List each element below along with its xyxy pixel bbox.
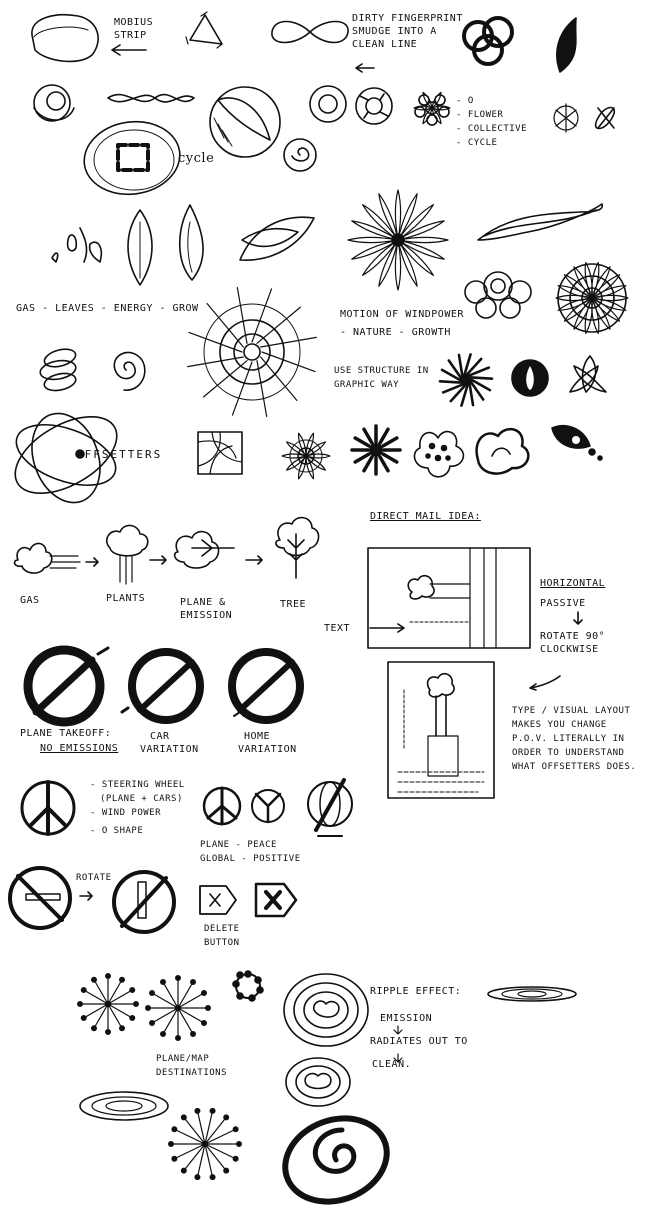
destination-dot: [130, 988, 134, 992]
note-offsetters: OFFSETTERS: [76, 448, 163, 461]
plant-tree-sketch: [107, 525, 148, 584]
dotted-ring-sketch: [233, 971, 263, 1001]
destination-dot: [224, 1115, 228, 1119]
plane-emission-sketch: [175, 532, 234, 568]
wing-leaf-sketch: [240, 217, 314, 260]
destination-dot: [233, 1157, 237, 1161]
note-delete: DELETE BUTTON: [204, 924, 240, 948]
destination-dot: [92, 1026, 96, 1030]
arrow-burst-ray: [364, 429, 372, 443]
destination-dot: [206, 1006, 210, 1010]
destination-dot: [120, 1026, 124, 1030]
no-emission-plane-sign: [28, 648, 108, 722]
spiral-sketch: [114, 352, 145, 390]
windpower-spoke: [257, 361, 267, 417]
arrow-burst-ray: [355, 454, 369, 462]
destination-ray: [205, 1129, 236, 1144]
direct-mail-vertical-frame: [388, 662, 494, 798]
destination-dot: [172, 1127, 176, 1131]
delete-button-outline-sketch: [200, 886, 236, 914]
note-rotate: ROTATE: [76, 873, 112, 883]
destination-dot: [161, 1032, 165, 1036]
destination-dot: [237, 1142, 241, 1146]
destination-dot: [150, 991, 154, 995]
peace-wheel-small-sketch: [204, 788, 284, 824]
note-mobius: MOBIUS STRIP: [114, 17, 154, 41]
destination-dot: [210, 1109, 214, 1113]
eye-sphere-sketch: [210, 87, 280, 157]
destination-dot: [106, 1030, 110, 1034]
windpower-spoke: [261, 337, 317, 347]
destination-dot: [202, 991, 206, 995]
note-car-variation: CAR VARIATION: [140, 731, 199, 755]
destination-dot: [82, 988, 86, 992]
arrow-burst-ray: [383, 454, 397, 462]
flame-leaf-sketch: [180, 205, 203, 280]
pinwheel-blade: [440, 381, 461, 382]
destination-dot: [78, 1002, 82, 1006]
delete-button-bold-sketch: [256, 884, 296, 916]
ring-segments-sketch: [310, 86, 392, 124]
destination-dot: [146, 1006, 150, 1010]
arrow-left-sketch: [112, 45, 374, 72]
ripple-rings-sketch: [284, 974, 368, 1046]
note-gas: GAS: [20, 595, 40, 606]
note-gas-leaves: GAS - LEAVES - ENERGY - GROW: [16, 303, 199, 314]
destination-dot: [176, 976, 180, 980]
note-structure: USE STRUCTURE IN GRAPHIC WAY: [334, 366, 429, 390]
destination-dot: [210, 1175, 214, 1179]
note-fingerprint: DIRTY FINGERPRINT SMUDGE INTO A CLEAN LINE: [352, 13, 463, 50]
cloud-ripple-sketch: [286, 1058, 350, 1106]
destination-dot: [134, 1002, 138, 1006]
infinity-loop-sketch: [272, 22, 348, 43]
note-plane-emission: PLANE & EMISSION: [180, 597, 233, 621]
note-flower-list: - O - FLOWER - COLLECTIVE - CYCLE: [456, 96, 528, 148]
dotted-flower-sketch: [414, 432, 463, 477]
windpower-spoke: [188, 357, 244, 367]
destination-dot: [182, 1168, 186, 1172]
spirograph-petal: [556, 295, 592, 300]
cycle-arrows-sketch: [79, 116, 184, 201]
destination-dot: [191, 980, 195, 984]
stacked-stones-sketch: [39, 346, 78, 393]
note-plants: PLANTS: [106, 593, 146, 604]
lotus-sketch: [570, 356, 606, 392]
rotate-arrow: [80, 892, 92, 900]
eye-drop-mark: [552, 426, 602, 460]
destination-dot: [92, 978, 96, 982]
windpower-spoke: [237, 288, 247, 344]
gas-cloud-sketch: [15, 543, 80, 573]
destination-dot: [130, 1016, 134, 1020]
arrow-burst-ray: [364, 457, 372, 471]
destination-ray: [174, 1129, 205, 1144]
arrow-burst-ray: [383, 438, 397, 446]
arrow-burst-ray: [355, 438, 369, 446]
no-smoking-sign: [10, 868, 70, 928]
square-spiral-sketch: [198, 432, 242, 474]
no-emission-car-sign: [122, 652, 200, 720]
swirl-circle-sketch: [34, 85, 74, 121]
destination-dot: [224, 1168, 228, 1172]
destination-dot: [195, 1175, 199, 1179]
destination-dot: [202, 1021, 206, 1025]
drop-ring-sketch: [512, 360, 548, 396]
destination-dot: [176, 1036, 180, 1040]
single-leaf-sketch: [128, 210, 152, 285]
note-text: TEXT: [324, 623, 351, 634]
arrow-burst-ray: [380, 429, 388, 443]
arrow-burst-sketch: [370, 444, 382, 456]
pinwheel-blade: [471, 377, 492, 378]
knot-flowers-sketch: [554, 104, 614, 132]
note-peace: PLANE - PEACE GLOBAL - POSITIVE: [200, 840, 301, 864]
globe-slash-sketch: [308, 780, 352, 836]
destination-dot: [106, 974, 110, 978]
note-home-variation: HOME VARIATION: [238, 731, 297, 755]
destination-dot: [161, 980, 165, 984]
spiral-circle-sketch: [284, 139, 316, 171]
destination-dot: [233, 1127, 237, 1131]
destination-dot: [169, 1142, 173, 1146]
note-plane-takeoff: PLANE TAKEOFF: NO EMISSIONS: [20, 728, 119, 754]
note-type-visual: TYPE / VISUAL LAYOUT MAKES YOU CHANGE P.O.V. LITERALLY IN ORDER TO UNDERSTAND WHAT OFFSETTERS DOES.: [512, 706, 637, 772]
sprout-leaves-sketch: [52, 228, 101, 262]
flowing-ribbon-sketch: [478, 204, 602, 240]
ripple-water-sketch: [488, 987, 576, 1001]
destination-ray: [205, 1144, 236, 1159]
direct-mail-horizontal-frame: [368, 548, 530, 648]
wave-loop-sketch: [108, 95, 194, 102]
destination-ray: [174, 1144, 205, 1159]
spirograph-petal: [592, 295, 628, 300]
note-horizontal: HORIZONTAL PASSIVE: [540, 578, 606, 609]
arrow-burst-ray: [380, 457, 388, 471]
no-emission-home-sign: [232, 652, 300, 720]
pinwheel-blade: [470, 385, 473, 405]
tree-branch-sketch: [276, 518, 319, 578]
destination-dot: [191, 1032, 195, 1036]
fingerprint-smudge-mark: [557, 18, 576, 72]
destination-dot: [195, 1109, 199, 1113]
note-steering: - STEERING WHEEL (PLANE + CARS) - WIND POWER - O SHAPE: [90, 780, 185, 836]
destination-dot: [82, 1016, 86, 1020]
trefoil-knot-sketch: [464, 18, 512, 64]
note-direct-mail: DIRECT MAIL IDEA:: [370, 511, 481, 522]
windpower-web-sketch: [204, 304, 300, 400]
orbit-ellipses-sketch: [80, 1092, 168, 1120]
note-ripple: RIPPLE EFFECT: EMISSION RADIATES OUT TO CLEAN.: [370, 986, 468, 1070]
process-arrows: [86, 556, 262, 566]
peace-wheel-sketch: [22, 782, 74, 834]
pinwheel-blade: [459, 355, 462, 375]
destination-dot: [172, 1157, 176, 1161]
no-smoking-rotated-sign: [114, 872, 174, 932]
note-tree: TREE: [280, 599, 307, 610]
destination-dot: [150, 1021, 154, 1025]
destination-dot: [182, 1115, 186, 1119]
destination-dot: [120, 978, 124, 982]
note-windpower: MOTION OF WINDPOWER - NATURE - GROWTH: [340, 309, 464, 338]
note-rotate90: ROTATE 90° CLOCKWISE: [540, 631, 606, 655]
swirl-flower-sketch: [477, 429, 529, 473]
note-cycle: cycle: [178, 151, 215, 166]
mobius-blob-sketch: [32, 15, 98, 62]
bold-spiral-mark: [273, 1105, 398, 1206]
rose-circles-sketch: [465, 272, 531, 318]
recycle-triangle-sketch: [186, 12, 222, 48]
note-destinations: PLANE/MAP DESTINATIONS: [156, 1054, 228, 1078]
